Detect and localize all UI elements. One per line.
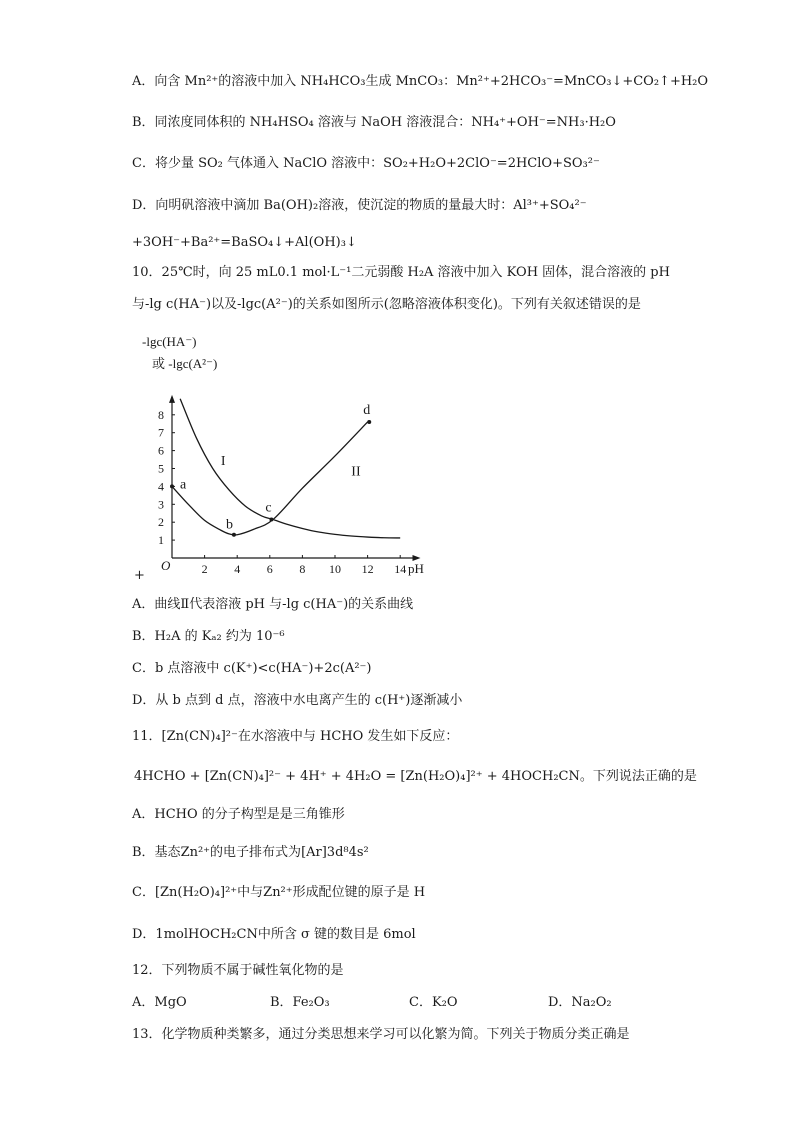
q11-stem-text: 在水溶液中与 HCHO 发生如下反应： <box>237 729 459 744</box>
point-label-d: d <box>363 402 371 418</box>
q11-option-b <box>132 845 369 861</box>
point-label-a: a <box>180 477 187 493</box>
point-label-c: c <box>265 500 272 516</box>
point-c <box>269 518 273 522</box>
q9-option-b: B．同浓度同体积的 NH₄HSO₄ 溶液与 NaOH 溶液混合：NH₄⁺+OH⁻=NH₃·H₂O <box>132 115 616 130</box>
q11-option-d-formula: HOCH₂CN <box>188 927 258 942</box>
q11-option-d-suffix: 中所含 σ 键的数目是 6mol <box>257 927 416 942</box>
q11-option-c-mid: 中与 <box>237 885 264 900</box>
q11-option-b-config: [Ar]3d⁸4s² <box>301 845 369 860</box>
q10-option-b: B．H₂A 的 Kₐ₂ 约为 10⁻⁶ <box>132 629 285 644</box>
q11-option-c <box>132 885 425 901</box>
x-tick-label: 12 <box>361 562 374 576</box>
y-axis-label-line2: 或 -lgc(A²⁻) <box>152 356 218 371</box>
x-tick-label: 4 <box>234 562 241 576</box>
point-label-b: b <box>225 517 233 533</box>
y-tick-label: 4 <box>158 479 164 494</box>
q12-stem: 12．下列物质不属于碱性氧化物的是 <box>132 963 344 978</box>
q11-stem-line2 <box>134 769 697 785</box>
curve-label-II: II <box>351 464 361 480</box>
y-tick-label: 7 <box>158 425 164 440</box>
q11-option-b-mid: 的电子排布式为 <box>210 845 302 860</box>
y-axis-arrow <box>169 395 175 403</box>
origin-label: O <box>161 558 171 573</box>
q9-option-d: D．向明矾溶液中滴加 Ba(OH)₂溶液，使沉淀的物质的量最大时：Al³⁺+SO₄²⁻ <box>132 198 587 213</box>
x-tick-label: 2 <box>201 562 208 576</box>
q10-option-c: C．b 点溶液中 c(K⁺)<c(HA⁻)+2c(A²⁻) <box>132 661 372 676</box>
y-tick-label: 6 <box>158 443 164 458</box>
point-b <box>232 533 236 537</box>
q11-option-d-prefix: D．1mol <box>132 927 189 942</box>
q11-option-b-prefix: B．基态 <box>132 845 181 860</box>
q12-option-a: A．MgO <box>132 995 187 1010</box>
q12-option-b: B．Fe₂O₃ <box>270 995 330 1010</box>
y-axis-label-line1: -lgc(HA⁻) <box>142 334 197 349</box>
q11-equation: 4HCHO + [Zn(CN)₄]²⁻ + 4H⁺ + 4H₂O = [Zn(H₂O)₄]²⁺ + 4HOCH₂CN <box>134 769 580 784</box>
x-tick-label: 6 <box>266 562 273 576</box>
q11-stem-question: 。下列说法正确的是 <box>579 769 697 784</box>
q11-option-a: A．HCHO 的分子构型是是三角锥形 <box>132 807 345 822</box>
q10-option-d: D．从 b 点到 d 点，溶液中水电离产生的 c(H⁺)逐渐减小 <box>132 693 463 708</box>
y-tick-label: 3 <box>158 497 164 512</box>
chart-ticks <box>158 408 406 576</box>
point-a <box>170 484 174 488</box>
y-tick-label: 2 <box>158 515 164 530</box>
q10-option-a: A．曲线Ⅱ代表溶液 pH 与-lg c(HA⁻)的关系曲线 <box>132 597 414 612</box>
q11-number: 11． <box>132 729 162 744</box>
q12-option-c: C．K₂O <box>409 995 458 1010</box>
x-tick-label: 14 <box>394 562 407 576</box>
stray-plus-mark: + <box>134 568 145 583</box>
curve-I <box>180 399 400 538</box>
q13-stem: 13．化学物质种类繁多，通过分类思想来学习可以化繁为简。下列关于物质分类正确是 <box>132 1027 630 1042</box>
y-tick-label: 1 <box>158 533 164 548</box>
q11-option-c-complex: [Zn(H₂O)₄]²⁺ <box>154 885 238 900</box>
q12-option-d: D．Na₂O₂ <box>548 995 612 1010</box>
curve-label-I: I <box>220 453 226 469</box>
x-axis-label: pH <box>408 561 424 576</box>
q9-option-d-cont: +3OH⁻+Ba²⁺=BaSO₄↓+Al(OH)₃↓ <box>132 235 357 250</box>
q11-option-d <box>132 927 416 943</box>
q9-option-a: A．向含 Mn²⁺的溶液中加入 NH₄HCO₃生成 MnCO₃：Mn²⁺+2HCO₃⁻=MnCO₃↓+CO₂↑+H₂O <box>132 74 709 89</box>
point-d <box>367 420 371 424</box>
q10-stem-line2: 与-lg c(HA⁻)以及-lgc(A²⁻)的关系如图所示(忽略溶液体积变化)。下列有关叙述错误的是 <box>132 297 641 312</box>
q11-option-c-prefix: C． <box>132 885 155 900</box>
chart-axes <box>169 395 421 561</box>
q9-option-c: C．将少量 SO₂ 气体通入 NaClO 溶液中：SO₂+H₂O+2ClO⁻=2HClO+SO₃²⁻ <box>132 156 600 171</box>
q11-option-b-ion: Zn²⁺ <box>180 845 211 860</box>
x-tick-label: 10 <box>329 562 341 576</box>
q11-option-c-ion: Zn²⁺ <box>263 885 293 900</box>
y-tick-label: 8 <box>158 407 164 422</box>
ph-chart <box>128 330 448 590</box>
y-tick-label: 5 <box>158 461 164 476</box>
q11-complex-zncn4: [Zn(CN)₄]²⁻ <box>161 729 238 744</box>
q10-stem-line1: 10．25℃时，向 25 mL0.1 mol·L⁻¹二元弱酸 H₂A 溶液中加入 KOH 固体，混合溶液的 pH <box>132 265 670 280</box>
q11-stem-line1 <box>132 729 458 745</box>
chart-curves <box>172 399 400 538</box>
x-tick-label: 8 <box>299 562 306 576</box>
q11-option-c-suffix: 形成配位键的原子是 H <box>292 885 426 900</box>
